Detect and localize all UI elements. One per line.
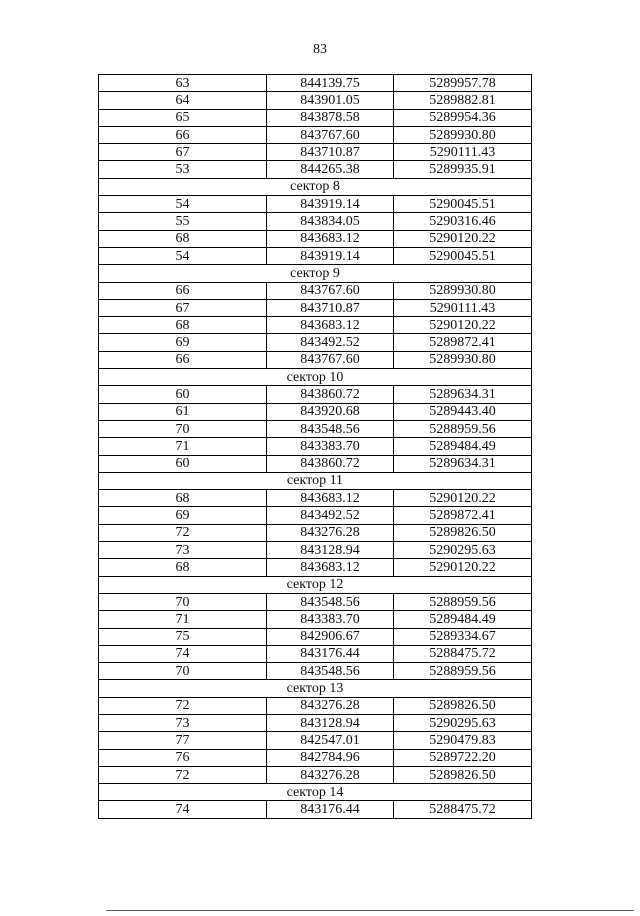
x-coordinate-cell: 843276.28 [267,766,394,783]
y-coordinate-cell: 5290111.43 [394,299,532,316]
x-coordinate-cell: 843901.05 [267,92,394,109]
table-row [99,351,532,368]
y-coordinate-cell: 5289826.50 [394,524,532,541]
y-coordinate-cell: 5290111.43 [394,144,532,161]
sector-title: сектор 10 [99,369,532,386]
x-coordinate-cell: 843128.94 [267,714,394,731]
y-coordinate-cell: 5290045.51 [394,196,532,213]
point-number-cell: 69 [99,334,267,351]
y-coordinate-cell: 5288959.56 [394,593,532,610]
point-number-cell: 73 [99,542,267,559]
point-number-cell: 72 [99,766,267,783]
point-number-cell: 70 [99,420,267,437]
table-row [99,559,532,576]
x-coordinate-cell: 843492.52 [267,507,394,524]
x-coordinate-cell: 843492.52 [267,334,394,351]
point-number-cell: 65 [99,109,267,126]
table-row [99,749,532,766]
sector-header-row [99,178,532,195]
table-row [99,542,532,559]
table-row [99,334,532,351]
y-coordinate-cell: 5289722.20 [394,749,532,766]
x-coordinate-cell: 843683.12 [267,559,394,576]
y-coordinate-cell: 5288959.56 [394,663,532,680]
point-number-cell: 63 [99,75,267,92]
table-row [99,455,532,472]
point-number-cell: 72 [99,697,267,714]
point-number-cell: 73 [99,714,267,731]
y-coordinate-cell: 5289484.49 [394,611,532,628]
x-coordinate-cell: 843919.14 [267,247,394,264]
point-number-cell: 72 [99,524,267,541]
y-coordinate-cell: 5289334.67 [394,628,532,645]
table-row [99,507,532,524]
sector-header-row [99,472,532,489]
y-coordinate-cell: 5290120.22 [394,490,532,507]
point-number-cell: 68 [99,230,267,247]
point-number-cell: 55 [99,213,267,230]
x-coordinate-cell: 843710.87 [267,299,394,316]
x-coordinate-cell: 843767.60 [267,126,394,143]
y-coordinate-cell: 5289930.80 [394,126,532,143]
y-coordinate-cell: 5289930.80 [394,282,532,299]
bottom-rule [106,910,634,911]
y-coordinate-cell: 5289484.49 [394,438,532,455]
x-coordinate-cell: 844265.38 [267,161,394,178]
point-number-cell: 68 [99,317,267,334]
point-number-cell: 74 [99,801,267,818]
x-coordinate-cell: 842547.01 [267,732,394,749]
point-number-cell: 60 [99,386,267,403]
y-coordinate-cell: 5290045.51 [394,247,532,264]
table-row [99,714,532,731]
y-coordinate-cell: 5289935.91 [394,161,532,178]
point-number-cell: 60 [99,455,267,472]
point-number-cell: 70 [99,593,267,610]
table-row [99,247,532,264]
x-coordinate-cell: 843767.60 [267,282,394,299]
y-coordinate-cell: 5288475.72 [394,645,532,662]
x-coordinate-cell: 843548.56 [267,593,394,610]
point-number-cell: 77 [99,732,267,749]
y-coordinate-cell: 5290295.63 [394,714,532,731]
point-number-cell: 66 [99,282,267,299]
y-coordinate-cell: 5289882.81 [394,92,532,109]
y-coordinate-cell: 5288475.72 [394,801,532,818]
y-coordinate-cell: 5290479.83 [394,732,532,749]
point-number-cell: 67 [99,299,267,316]
y-coordinate-cell: 5290120.22 [394,559,532,576]
point-number-cell: 66 [99,351,267,368]
y-coordinate-cell: 5289826.50 [394,697,532,714]
table-row [99,403,532,420]
table-row [99,628,532,645]
y-coordinate-cell: 5289957.78 [394,75,532,92]
sector-title: сектор 9 [99,265,532,282]
coordinates-table [98,74,532,819]
x-coordinate-cell: 843710.87 [267,144,394,161]
x-coordinate-cell: 843860.72 [267,455,394,472]
x-coordinate-cell: 843176.44 [267,801,394,818]
y-coordinate-cell: 5290295.63 [394,542,532,559]
table-row [99,801,532,818]
table-row [99,92,532,109]
table-row [99,299,532,316]
table-row [99,126,532,143]
sector-header-row [99,369,532,386]
x-coordinate-cell: 843548.56 [267,420,394,437]
point-number-cell: 74 [99,645,267,662]
point-number-cell: 68 [99,559,267,576]
x-coordinate-cell: 843383.70 [267,438,394,455]
coordinates-table-body [99,75,532,819]
x-coordinate-cell: 844139.75 [267,75,394,92]
x-coordinate-cell: 843919.14 [267,196,394,213]
y-coordinate-cell: 5289930.80 [394,351,532,368]
sector-title: сектор 12 [99,576,532,593]
table-row [99,645,532,662]
x-coordinate-cell: 843383.70 [267,611,394,628]
x-coordinate-cell: 843176.44 [267,645,394,662]
table-row [99,144,532,161]
table-row [99,75,532,92]
table-row [99,438,532,455]
point-number-cell: 64 [99,92,267,109]
x-coordinate-cell: 843128.94 [267,542,394,559]
x-coordinate-cell: 843683.12 [267,490,394,507]
point-number-cell: 75 [99,628,267,645]
table-row [99,766,532,783]
x-coordinate-cell: 843683.12 [267,230,394,247]
y-coordinate-cell: 5290316.46 [394,213,532,230]
point-number-cell: 54 [99,247,267,264]
point-number-cell: 68 [99,490,267,507]
sector-header-row [99,784,532,801]
point-number-cell: 61 [99,403,267,420]
sector-title: сектор 11 [99,472,532,489]
y-coordinate-cell: 5288959.56 [394,420,532,437]
point-number-cell: 66 [99,126,267,143]
table-row [99,524,532,541]
table-row [99,663,532,680]
point-number-cell: 53 [99,161,267,178]
y-coordinate-cell: 5289954.36 [394,109,532,126]
x-coordinate-cell: 843834.05 [267,213,394,230]
y-coordinate-cell: 5289634.31 [394,386,532,403]
x-coordinate-cell: 843276.28 [267,697,394,714]
sector-header-row [99,265,532,282]
sector-title: сектор 14 [99,784,532,801]
table-row [99,697,532,714]
table-row [99,386,532,403]
x-coordinate-cell: 843767.60 [267,351,394,368]
y-coordinate-cell: 5290120.22 [394,317,532,334]
x-coordinate-cell: 843548.56 [267,663,394,680]
y-coordinate-cell: 5290120.22 [394,230,532,247]
y-coordinate-cell: 5289634.31 [394,455,532,472]
table-row [99,490,532,507]
x-coordinate-cell: 842784.96 [267,749,394,766]
sector-title: сектор 8 [99,178,532,195]
x-coordinate-cell: 842906.67 [267,628,394,645]
x-coordinate-cell: 843683.12 [267,317,394,334]
y-coordinate-cell: 5289826.50 [394,766,532,783]
table-row [99,161,532,178]
point-number-cell: 67 [99,144,267,161]
table-row [99,230,532,247]
page-number: 83 [313,42,327,57]
point-number-cell: 70 [99,663,267,680]
point-number-cell: 71 [99,611,267,628]
table-row [99,109,532,126]
table-row [99,732,532,749]
table-row [99,420,532,437]
sector-header-row [99,576,532,593]
table-row [99,593,532,610]
point-number-cell: 76 [99,749,267,766]
x-coordinate-cell: 843860.72 [267,386,394,403]
y-coordinate-cell: 5289872.41 [394,507,532,524]
x-coordinate-cell: 843920.68 [267,403,394,420]
table-row [99,282,532,299]
y-coordinate-cell: 5289872.41 [394,334,532,351]
point-number-cell: 69 [99,507,267,524]
sector-header-row [99,680,532,697]
table-row [99,611,532,628]
point-number-cell: 71 [99,438,267,455]
table-row [99,196,532,213]
y-coordinate-cell: 5289443.40 [394,403,532,420]
x-coordinate-cell: 843878.58 [267,109,394,126]
x-coordinate-cell: 843276.28 [267,524,394,541]
table-row [99,213,532,230]
table-row [99,317,532,334]
sector-title: сектор 13 [99,680,532,697]
point-number-cell: 54 [99,196,267,213]
